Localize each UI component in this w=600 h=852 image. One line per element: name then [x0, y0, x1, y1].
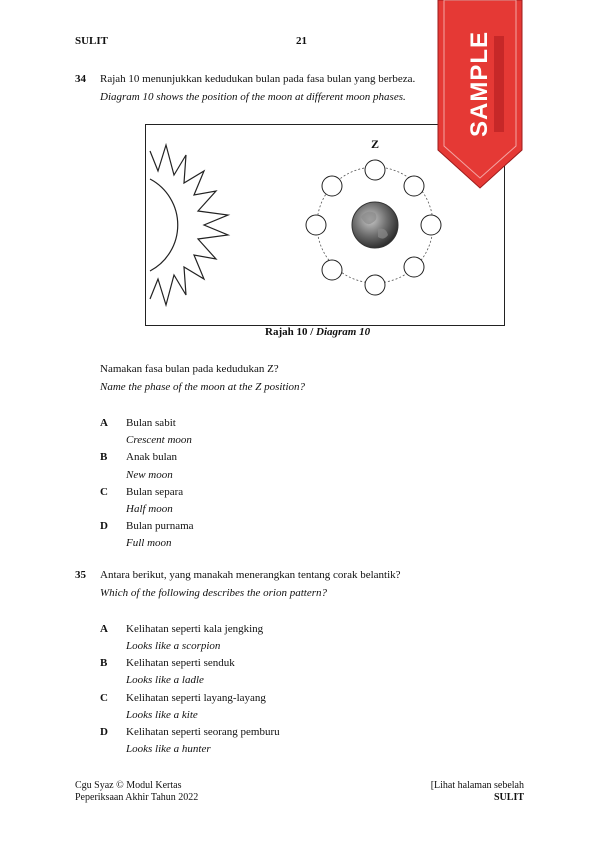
- moon-position: [322, 260, 342, 280]
- q35-option-a-ms: Kelihatan seperti kala jengking: [126, 623, 264, 635]
- earth-icon: [352, 202, 398, 248]
- q34-option-b-ms: Anak bulan: [126, 451, 178, 463]
- q34-option-d-letter: D: [100, 520, 108, 532]
- footer-credit: Cgu Syaz © Modul Kertas: [75, 780, 182, 791]
- q34-option-c-ms: Bulan separa: [126, 486, 184, 498]
- footer-next-page: [Lihat halaman sebelah: [430, 780, 524, 791]
- q35-option-b-letter: B: [100, 657, 108, 669]
- q35-option-c-en: Looks like a kite: [126, 709, 198, 721]
- q35-option-c-letter: C: [100, 692, 108, 704]
- q34-option-a-letter: A: [100, 417, 108, 429]
- q34-option-c-en: Half moon: [126, 503, 173, 515]
- q34-option-d-en: Full moon: [126, 537, 172, 549]
- q34-option-b-letter: B: [100, 451, 108, 463]
- q34-option-a-ms: Bulan sabit: [126, 417, 176, 429]
- question-35-number: 35: [75, 569, 86, 581]
- sun-icon: [150, 145, 228, 305]
- footer-left: [75, 780, 198, 804]
- q34-option-c-letter: C: [100, 486, 108, 498]
- moon-position: [404, 257, 424, 277]
- moon-position: [421, 215, 441, 235]
- page-number: 21: [296, 35, 307, 47]
- footer-exam-title: Peperiksaan Akhir Tahun 2022: [75, 792, 199, 803]
- label-z: Z: [371, 137, 380, 151]
- sun-rays: [150, 145, 228, 305]
- q35-option-c-ms: Kelihatan seperti layang-layang: [126, 692, 266, 704]
- q35-option-d-en: Looks like a hunter: [126, 743, 211, 755]
- footer-sulit: SULIT: [493, 792, 524, 803]
- footer-right: [431, 780, 524, 804]
- moon-position: [306, 215, 326, 235]
- header-sulit: SULIT: [75, 35, 109, 47]
- q35-option-d-letter: D: [100, 726, 108, 738]
- diagram-caption-en: Diagram 10: [316, 326, 371, 338]
- question-35-stem-ms: Antara berikut, yang manakah menerangkan tentang corak belantik?: [100, 569, 401, 581]
- moon-position: [365, 275, 385, 295]
- question-34-stem-ms: Rajah 10 menunjukkan kedudukan bulan pada fasa bulan yang berbeza.: [100, 73, 416, 85]
- q34-option-b-en: New moon: [126, 469, 173, 481]
- q34-option-a-en: Crescent moon: [126, 434, 192, 446]
- q35-option-b-ms: Kelihatan seperti senduk: [126, 657, 235, 669]
- diagram-caption: [265, 326, 370, 338]
- sample-watermark: [436, 0, 524, 190]
- q35-option-a-en: Looks like a scorpion: [126, 640, 221, 652]
- question-34-prompt-en: Name the phase of the moon at the Z position?: [100, 381, 306, 393]
- question-34-stem-en: Diagram 10 shows the position of the moon at different moon phases.: [100, 91, 406, 103]
- question-34-number: 34: [75, 73, 86, 85]
- moon-position: [322, 176, 342, 196]
- sample-watermark-text: SAMPLE: [466, 31, 493, 138]
- diagram-caption-ms: Rajah 10 /: [265, 326, 317, 338]
- q35-option-b-en: Looks like a ladle: [126, 674, 204, 686]
- moon-position: [404, 176, 424, 196]
- q34-option-d-ms: Bulan purnama: [126, 520, 194, 532]
- question-34-prompt-ms: Namakan fasa bulan pada kedudukan Z?: [100, 363, 279, 375]
- question-35-stem-en: Which of the following describes the orion pattern?: [100, 587, 328, 599]
- q35-option-d-ms: Kelihatan seperti seorang pemburu: [126, 726, 280, 738]
- q35-option-a-letter: A: [100, 623, 108, 635]
- moon-position-z: [365, 160, 385, 180]
